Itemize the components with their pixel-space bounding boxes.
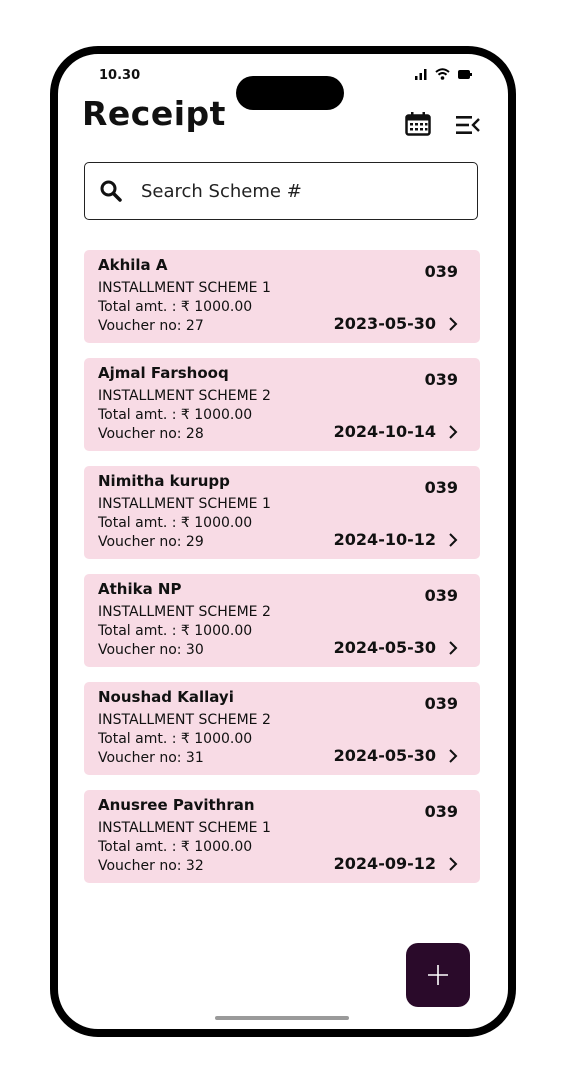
- customer-name: Nimitha kurupp: [98, 472, 230, 490]
- total-amount: Total amt. : ₹ 1000.00: [98, 731, 253, 747]
- plus-icon: [427, 964, 449, 986]
- customer-name: Noushad Kallayi: [98, 688, 234, 706]
- scheme-code: 039: [424, 802, 458, 821]
- status-time: 10.30: [99, 68, 141, 83]
- phone-frame: [50, 46, 516, 1037]
- scheme-name: INSTALLMENT SCHEME 1: [98, 280, 271, 296]
- scheme-code: 039: [424, 586, 458, 605]
- scheme-code: 039: [424, 370, 458, 389]
- receipt-date: 2024-10-14: [333, 422, 436, 441]
- chevron-right-icon[interactable]: [448, 424, 458, 440]
- scheme-code: 039: [424, 694, 458, 713]
- scheme-name: INSTALLMENT SCHEME 2: [98, 388, 271, 404]
- chevron-right-icon[interactable]: [448, 316, 458, 332]
- page-title: Receipt: [82, 94, 226, 133]
- receipt-card[interactable]: [84, 250, 480, 343]
- receipt-card[interactable]: [84, 466, 480, 559]
- calendar-icon[interactable]: [405, 112, 431, 136]
- total-amount: Total amt. : ₹ 1000.00: [98, 299, 253, 315]
- scheme-code: 039: [424, 478, 458, 497]
- receipt-date: 2024-05-30: [333, 638, 436, 657]
- receipt-card[interactable]: [84, 682, 480, 775]
- chevron-right-icon[interactable]: [448, 856, 458, 872]
- chevron-right-icon[interactable]: [448, 640, 458, 656]
- voucher-number: Voucher no: 31: [98, 750, 204, 766]
- wifi-icon: [435, 68, 450, 80]
- add-receipt-button[interactable]: [406, 943, 470, 1007]
- customer-name: Athika NP: [98, 580, 182, 598]
- customer-name: Akhila A: [98, 256, 168, 274]
- customer-name: Anusree Pavithran: [98, 796, 255, 814]
- chevron-right-icon[interactable]: [448, 748, 458, 764]
- scheme-name: INSTALLMENT SCHEME 1: [98, 496, 271, 512]
- total-amount: Total amt. : ₹ 1000.00: [98, 515, 253, 531]
- receipt-card[interactable]: [84, 574, 480, 667]
- voucher-number: Voucher no: 29: [98, 534, 204, 550]
- receipt-date: 2024-05-30: [333, 746, 436, 765]
- scheme-name: INSTALLMENT SCHEME 1: [98, 820, 271, 836]
- total-amount: Total amt. : ₹ 1000.00: [98, 623, 253, 639]
- receipt-date: 2024-10-12: [333, 530, 436, 549]
- menu-collapse-icon[interactable]: [456, 116, 480, 134]
- home-indicator[interactable]: [215, 1016, 349, 1020]
- search-input[interactable]: [139, 180, 443, 203]
- status-icons: [415, 68, 472, 80]
- chevron-right-icon[interactable]: [448, 532, 458, 548]
- scheme-name: INSTALLMENT SCHEME 2: [98, 604, 271, 620]
- total-amount: Total amt. : ₹ 1000.00: [98, 407, 253, 423]
- scheme-code: 039: [424, 262, 458, 281]
- customer-name: Ajmal Farshooq: [98, 364, 229, 382]
- search-icon: [99, 179, 123, 203]
- receipt-card[interactable]: [84, 358, 480, 451]
- receipt-card[interactable]: [84, 790, 480, 883]
- battery-icon: [458, 70, 472, 79]
- receipt-date: 2024-09-12: [333, 854, 436, 873]
- receipt-list: [84, 250, 480, 898]
- total-amount: Total amt. : ₹ 1000.00: [98, 839, 253, 855]
- voucher-number: Voucher no: 27: [98, 318, 204, 334]
- voucher-number: Voucher no: 30: [98, 642, 204, 658]
- receipt-date: 2023-05-30: [333, 314, 436, 333]
- signal-icon: [415, 69, 427, 80]
- search-box[interactable]: [84, 162, 478, 220]
- dynamic-island: [236, 76, 344, 110]
- scheme-name: INSTALLMENT SCHEME 2: [98, 712, 271, 728]
- voucher-number: Voucher no: 28: [98, 426, 204, 442]
- voucher-number: Voucher no: 32: [98, 858, 204, 874]
